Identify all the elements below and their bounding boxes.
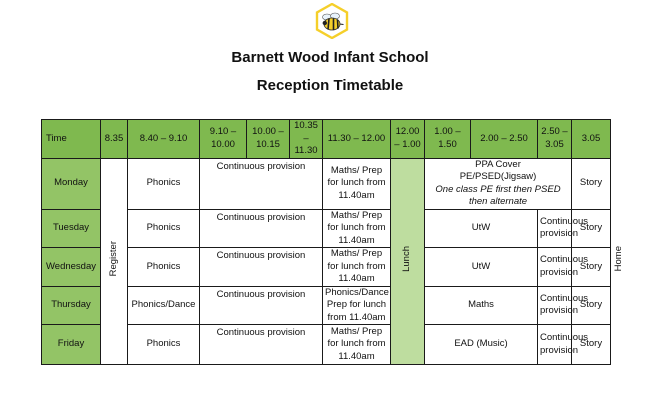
pe-psed-text: PE/PSED(Jigsaw) xyxy=(459,171,537,182)
phonics-cell: Phonics xyxy=(128,325,200,365)
home-label: Home xyxy=(613,246,624,272)
subject-cell: UtW xyxy=(425,209,538,248)
maths-cell: Maths/ Prep for lunch from 11.40am xyxy=(323,209,391,248)
story-cell: Story xyxy=(572,325,611,365)
story-cell: Story xyxy=(572,158,611,209)
table-row xyxy=(42,286,611,325)
header-row xyxy=(42,120,611,159)
story-cell: Story xyxy=(572,286,611,325)
continuous-provision-cell: Continuous provision xyxy=(200,158,323,209)
day-label: Friday xyxy=(42,325,101,365)
continuous-provision-cell: Continuous provision xyxy=(538,286,572,325)
ppa-cover-text: PPA Cover xyxy=(475,158,521,170)
table-row xyxy=(42,209,611,248)
time-slot: 2.00 – 2.50 xyxy=(471,120,538,159)
maths-cell: Maths/ Prep for lunch from 11.40am xyxy=(323,325,391,365)
day-label: Thursday xyxy=(42,286,101,325)
lunch-cell xyxy=(391,158,425,365)
day-label: Monday xyxy=(42,158,101,209)
register-label: Register xyxy=(107,241,119,277)
page-title: Reception Timetable xyxy=(256,77,404,94)
register-cell xyxy=(101,158,128,365)
continuous-provision-cell: Continuous provision xyxy=(538,209,572,248)
subject-cell: Maths xyxy=(425,286,538,325)
subject-cell: UtW xyxy=(425,248,538,287)
timetable xyxy=(41,119,624,365)
school-name: Barnett Wood Infant School xyxy=(231,49,429,66)
continuous-provision-cell: Continuous provision xyxy=(200,248,323,287)
table-row xyxy=(42,248,611,287)
bee-hexagon-icon xyxy=(315,3,349,39)
table-row xyxy=(42,325,611,365)
time-slot: 1.00 – 1.50 xyxy=(425,120,471,159)
time-slot: 2.50 – 3.05 xyxy=(538,120,572,159)
day-label: Wednesday xyxy=(42,248,101,287)
phonics-cell: Phonics xyxy=(128,158,200,209)
phonics-cell: Phonics xyxy=(128,248,200,287)
time-slot: 8.35 xyxy=(101,120,128,159)
continuous-provision-cell: Continuous provision xyxy=(200,286,323,325)
phonics-cell: Phonics/Dance xyxy=(128,286,200,325)
continuous-provision-cell: Continuous provision xyxy=(538,248,572,287)
subject-cell: EAD (Music) xyxy=(425,325,538,365)
day-label: Tuesday xyxy=(42,209,101,248)
maths-cell: Maths/ Prep for lunch from 11.40am xyxy=(323,158,391,209)
afternoon-cell xyxy=(425,158,572,209)
table-row xyxy=(42,158,611,209)
time-slot: 10.35 – 11.30 xyxy=(290,120,323,159)
maths-cell: Phonics/Dance Prep for lunch from 11.40am xyxy=(323,286,391,325)
time-slot: 3.05 xyxy=(572,120,611,159)
story-cell: Story xyxy=(572,248,611,287)
time-slot: 10.00 – 10.15 xyxy=(247,120,290,159)
lunch-label: Lunch xyxy=(401,246,413,272)
phonics-cell: Phonics xyxy=(128,209,200,248)
time-slot: 11.30 – 12.00 xyxy=(323,120,391,159)
time-slot: 12.00 – 1.00 xyxy=(391,120,425,159)
continuous-provision-cell: Continuous provision xyxy=(200,325,323,365)
maths-cell: Maths/ Prep for lunch from 11.40am xyxy=(323,248,391,287)
alternate-note: One class PE first then PSED then alternate xyxy=(435,183,561,207)
time-slot: 9.10 – 10.00 xyxy=(200,120,247,159)
story-cell: Story xyxy=(572,209,611,248)
continuous-provision-cell: Continuous provision xyxy=(538,325,572,365)
continuous-provision-cell: Continuous provision xyxy=(200,209,323,248)
time-label: Time xyxy=(42,120,101,159)
time-slot: 8.40 – 9.10 xyxy=(128,120,200,159)
